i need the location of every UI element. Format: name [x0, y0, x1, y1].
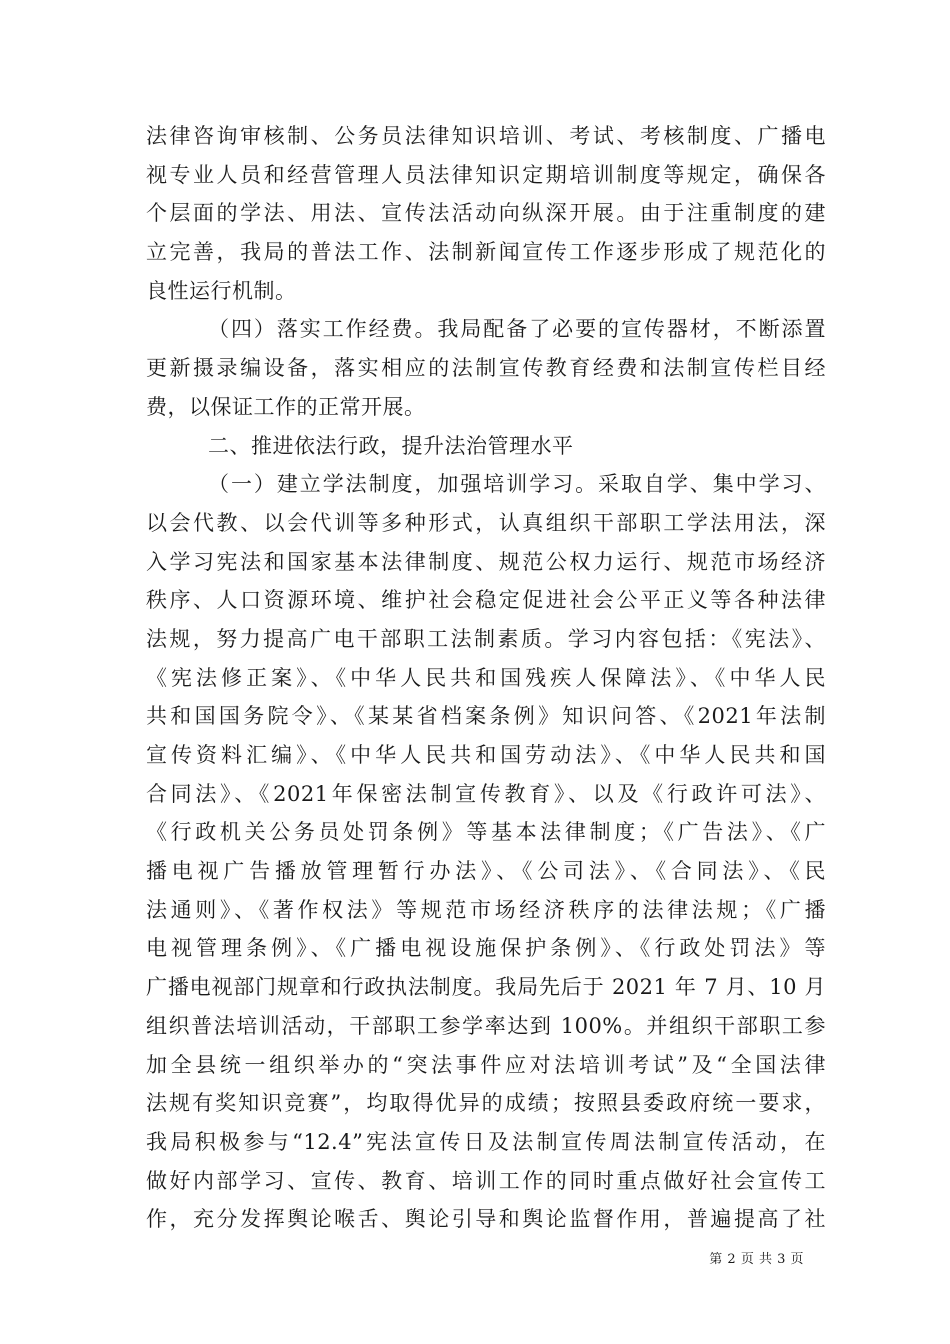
text-line: 视专业人员和经营管理人员法律知识定期培训制度等规定，确保各 — [146, 162, 826, 187]
page-number: 第 2 页 共 3 页 — [709, 1252, 804, 1267]
text-line: （四）落实工作经费。我局配备了必要的宣传器材，不断添置 — [208, 317, 826, 342]
text-line: 法规，努力提高广电干部职工法制素质。学习内容包括：《宪法》、 — [146, 626, 826, 651]
text-line: （一）建立学法制度，加强培训学习。采取自学、集中学习、 — [208, 472, 826, 497]
text-line: 个层面的学法、用法、宣传法活动向纵深开展。由于注重制度的建 — [146, 201, 826, 226]
text-line: 以会代教、以会代训等多种形式，认真组织干部职工学法用法，深 — [146, 510, 826, 535]
text-line: 法律咨询审核制、公务员法律知识培训、考试、考核制度、广播电 — [146, 124, 826, 148]
text-line: 宣传资料汇编》、《中华人民共和国劳动法》、《中华人民共和国 — [146, 743, 826, 767]
text-line: 秩序、人口资源环境、维护社会稳定促进社会公平正义等各种法律 — [146, 588, 826, 613]
text-line: 费，以保证工作的正常开展。 — [146, 394, 426, 419]
text-line: 合同法》、《2021年保密法制宣传教育》、以及《行政许可法》、 — [146, 781, 826, 806]
text-line: 二、推进依法行政，提升法治管理水平 — [208, 433, 574, 458]
text-line: 作，充分发挥舆论喉舌、舆论引导和舆论监督作用，普遍提高了社 — [146, 1207, 826, 1232]
text-line: 组织普法培训活动，干部职工参学率达到 100%。并组织干部职工参 — [146, 1013, 826, 1038]
text-line: 法通则》、《著作权法》等规范市场经济秩序的法律法规；《广播 — [146, 897, 826, 922]
text-line: 共和国国务院令》、《某某省档案条例》知识问答、《2021年法制 — [146, 704, 826, 729]
body-text — [146, 117, 826, 1239]
text-line: 加全县统一组织举办的“突法事件应对法培训考试”及“全国法律 — [146, 1052, 826, 1077]
text-line: 做好内部学习、宣传、教育、培训工作的同时重点做好社会宣传工 — [146, 1168, 826, 1193]
text-line: 《行政机关公务员处罚条例》等基本法律制度；《广告法》、《广 — [146, 820, 826, 845]
text-line: 广播电视部门规章和行政执法制度。我局先后于 2021 年 7 月、10 月 — [146, 975, 826, 1000]
text-line: 播电视广告播放管理暂行办法》、《公司法》、《合同法》、《民 — [146, 859, 826, 884]
text-line: 电视管理条例》、《广播电视设施保护条例》、《行政处罚法》等 — [146, 936, 826, 961]
text-line: 入学习宪法和国家基本法律制度、规范公权力运行、规范市场经济 — [146, 549, 826, 574]
text-line: 立完善，我局的普法工作、法制新闻宣传工作逐步形成了规范化的 — [146, 240, 826, 265]
text-line: 法规有奖知识竞赛”，均取得优异的成绩；按照县委政府统一要求， — [146, 1091, 826, 1116]
text-line: 良性运行机制。 — [146, 278, 297, 303]
text-line: 更新摄录编设备，落实相应的法制宣传教育经费和法制宣传栏目经 — [146, 356, 826, 381]
text-line: 我局积极参与“12.4”宪法宣传日及法制宣传周法制宣传活动，在 — [146, 1129, 826, 1154]
text-line: 《宪法修正案》、《中华人民共和国残疾人保障法》、《中华人民 — [146, 665, 826, 690]
